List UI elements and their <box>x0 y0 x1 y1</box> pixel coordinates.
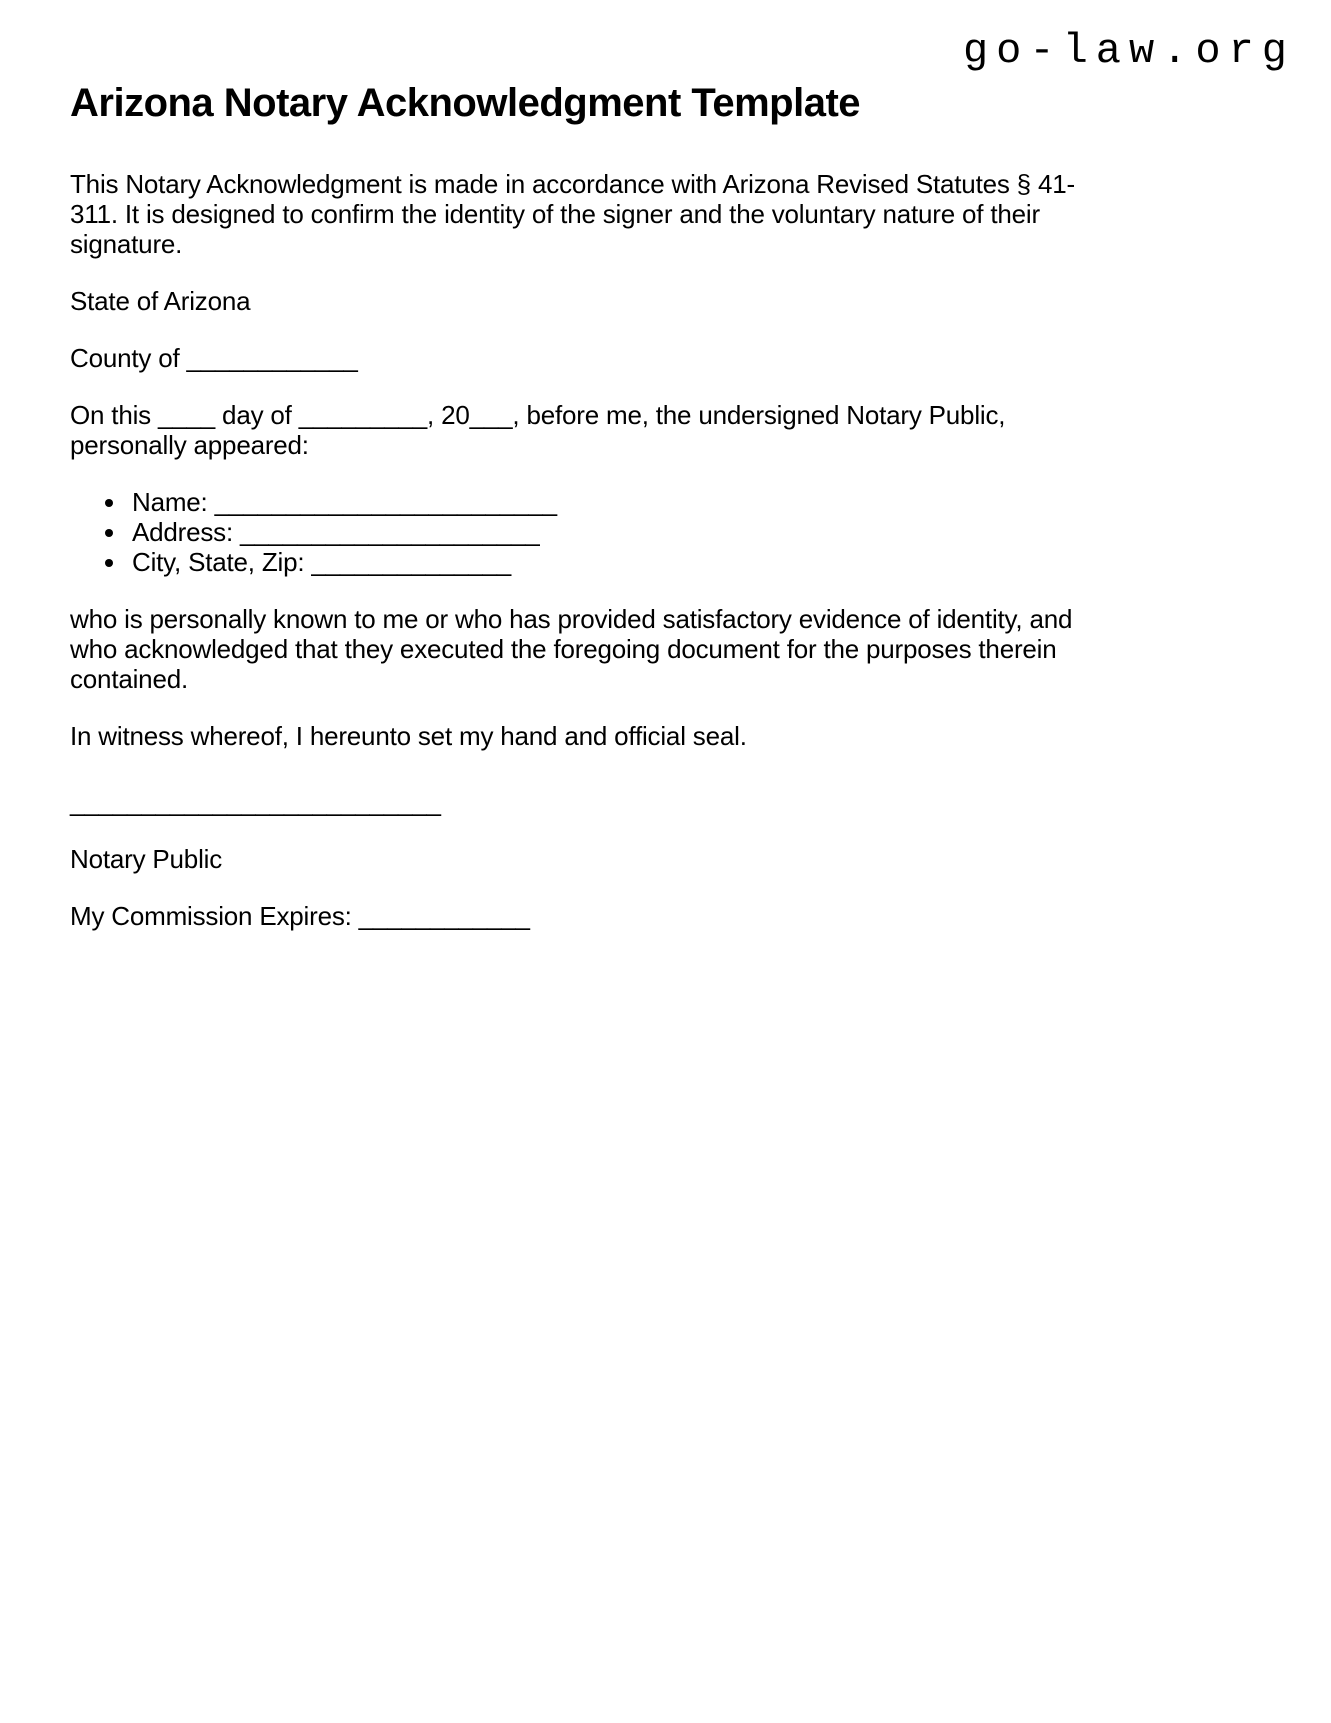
signer-city-state-zip-item: • City, State, Zip: ______________ <box>128 547 1287 577</box>
intro-paragraph <box>70 169 1287 259</box>
signer-name-item: • Name: ________________________ <box>128 487 1287 517</box>
text-line: contained. <box>70 664 188 695</box>
signer-details-list <box>70 487 1287 577</box>
text-line: On this ____ day of _________, 20___, before me, the undersigned Notary Public, <box>70 400 1006 431</box>
state-line: State of Arizona <box>70 286 251 317</box>
text-line: signature. <box>70 229 183 260</box>
county-line: County of ____________ <box>70 343 358 374</box>
identity-paragraph <box>70 604 1287 694</box>
witness-line: In witness whereof, I hereunto set my hand and official seal. <box>70 721 747 752</box>
site-logo: go-law.org <box>962 27 1295 75</box>
appearance-paragraph <box>70 400 1287 460</box>
page-title: Arizona Notary Acknowledgment Template <box>70 81 861 126</box>
notary-public-label: Notary Public <box>70 844 223 875</box>
text-line: 311. It is designed to confirm the identity of the signer and the voluntary nature of their <box>70 199 1040 230</box>
notary-signature-line: __________________________ <box>70 787 441 818</box>
text-line: who is personally known to me or who has provided satisfactory evidence of identity, and <box>70 604 1073 635</box>
text-line: personally appeared: <box>70 430 309 461</box>
text-line: who acknowledged that they executed the foregoing document for the purposes therein <box>70 634 1057 665</box>
signer-address-item: • Address: _____________________ <box>128 517 1287 547</box>
text-line: This Notary Acknowledgment is made in accordance with Arizona Revised Statutes § 41- <box>70 169 1075 200</box>
commission-expires-line: My Commission Expires: ____________ <box>70 901 530 932</box>
